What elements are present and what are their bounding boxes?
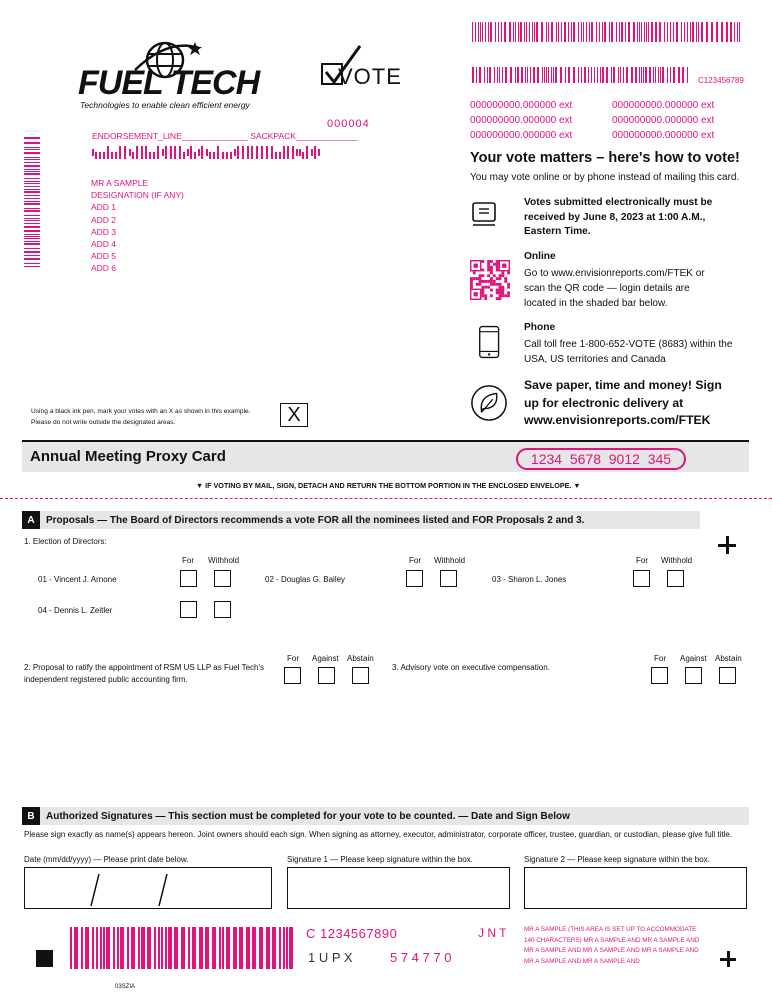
detach-note: ▼ IF VOTING BY MAIL, SIGN, DETACH AND RETURN THE BOTTOM PORTION IN THE ENCLOSED ENVELOPE. ▼: [196, 481, 581, 490]
card-title-bar: [22, 440, 749, 472]
address-line: DESIGNATION (IF ANY): [91, 190, 184, 201]
col-withhold: Withhold: [208, 556, 240, 565]
nominee-1-for-checkbox[interactable]: [180, 570, 197, 587]
vote-mark: [320, 44, 400, 88]
barcode-control: [472, 67, 690, 83]
deadline-text: Votes submitted electronically must be received by June 8, 2023 at 1:00 A.M., Eastern Time.: [524, 197, 713, 237]
online-text: Go to www.envisionreports.com/FTEK or scan the QR code — login details are located in the shaded bar below.: [524, 268, 705, 309]
address-line: ADD 4: [91, 239, 117, 250]
plus-mark: [718, 536, 736, 554]
nominee-1-withhold-checkbox[interactable]: [214, 570, 231, 587]
date-separators: [25, 868, 273, 910]
address-line: ADD 2: [91, 214, 117, 225]
nominee-2-withhold-checkbox[interactable]: [440, 570, 457, 587]
footer-code-2: 5 7 4 7 7 0: [390, 950, 452, 965]
col-for: For: [636, 556, 648, 565]
section-b-title: Authorized Signatures — This section must be completed for your vote to be counted. — Date and Sign Below: [46, 810, 570, 822]
address-block: [91, 177, 184, 275]
date-label: Date (mm/dd/yyyy) — Please print date below.: [24, 855, 189, 864]
vote-text: VOTE: [338, 64, 402, 89]
online-title: Online: [524, 251, 556, 262]
proposal-2-against-checkbox[interactable]: [318, 667, 335, 684]
nominee-4-for-checkbox[interactable]: [180, 601, 197, 618]
nominee-label: 04 - Dennis L. Zeitler: [38, 606, 113, 615]
example-mark-box: [280, 403, 308, 427]
address-line: ADD 1: [91, 202, 117, 213]
proposal-3-against-checkbox[interactable]: [685, 667, 702, 684]
signature-instructions: Please sign exactly as name(s) appears hereon. Joint owners should each sign. When signing as attorney, executor, administrator, corporate officer, trustee, guardian, or custodian, please give full title.: [24, 830, 733, 839]
plus-mark: [720, 951, 736, 967]
corner-mark: [36, 950, 53, 967]
col-abstain: Abstain: [347, 654, 374, 663]
endorsement-line: ENDORSEMENT_LINE______________ SACKPACK_____________: [92, 131, 358, 141]
barcode-top: [472, 22, 744, 42]
proposal-3-text: 3. Advisory vote on executive compensation.: [392, 663, 550, 672]
sig2-label: Signature 2 — Please keep signature within the box.: [524, 855, 710, 864]
monitor-icon: [470, 200, 498, 228]
proposal-2-abstain-checkbox[interactable]: [352, 667, 369, 684]
col-for: For: [409, 556, 421, 565]
sig1-label: Signature 1 — Please keep signature within the box.: [287, 855, 473, 864]
ext-codes: 000000000.000000 ext 000000000.000000 ext 000000000.000000 ext 000000000.000000 ext 000000000.000000 ext 000000000.000000 ext: [470, 100, 715, 141]
signature-1-field[interactable]: [287, 867, 510, 909]
col-withhold: Withhold: [661, 556, 693, 565]
nominee-2-for-checkbox[interactable]: [406, 570, 423, 587]
vote-instructions-subtitle: You may vote online or by phone instead of mailing this card.: [470, 172, 740, 183]
postal-barcode: [92, 146, 322, 159]
nominee-label: 01 - Vincent J. Arnone: [38, 575, 117, 584]
detach-line: [0, 498, 772, 499]
nominee-3-for-checkbox[interactable]: [633, 570, 650, 587]
nominee-4-withhold-checkbox[interactable]: [214, 601, 231, 618]
footer-barcode: [70, 927, 296, 969]
brand-tagline: Technologies to enable clean efficient energy: [80, 100, 250, 110]
col-against: Against: [312, 654, 339, 663]
phone-icon: [478, 322, 502, 362]
proposal-2-text: 2. Proposal to ratify the appointment of RSM US LLP as Fuel Tech's independent registered public accounting firm.: [24, 663, 265, 684]
control-number-top: C123456789: [698, 76, 744, 85]
leaf-icon: [470, 384, 508, 422]
qr-code-icon: [470, 260, 510, 300]
col-abstain: Abstain: [715, 654, 742, 663]
footer-jnt: J N T: [478, 926, 507, 940]
sequence-number: 000004: [327, 118, 370, 130]
signature-2-field[interactable]: [524, 867, 747, 909]
ink-note: Using a black ink pen, mark your votes with an X as shown in this example. Please do not write outside the designated areas.: [31, 408, 251, 426]
phone-text: Call toll free 1-800-652-VOTE (8683) within the USA, US territories and Canada: [524, 339, 733, 365]
nominee-label: 03 - Sharon L. Jones: [492, 575, 567, 584]
nominee-3-withhold-checkbox[interactable]: [667, 570, 684, 587]
proposal-2-for-checkbox[interactable]: [284, 667, 301, 684]
section-b-bar: [22, 807, 749, 825]
proposal-3-for-checkbox[interactable]: [651, 667, 668, 684]
phone-title: Phone: [524, 322, 556, 333]
electronic-delivery-text: Save paper, time and money! Sign up for electronic delivery at www.envisionreports.com/FTEK: [524, 378, 722, 427]
election-label: 1. Election of Directors:: [24, 537, 107, 546]
col-withhold: Withhold: [434, 556, 466, 565]
address-line: ADD 6: [91, 263, 117, 274]
col-against: Against: [680, 654, 707, 663]
col-for: For: [654, 654, 666, 663]
card-title: Annual Meeting Proxy Card: [30, 448, 226, 465]
example-x: X: [287, 404, 301, 426]
col-for: For: [287, 654, 299, 663]
footer-address-text: MR A SAMPLE (THIS AREA IS SET UP TO ACCOMMODATE 140 CHARACTERS) MR A SAMPLE AND MR A SAMPLE AND MR A SAMPLE AND MR A SAMPLE AND MR A SAMPLE AND MR A SAMPLE AND MR A SAMPLE AND: [524, 926, 700, 965]
section-a-bar: [22, 511, 700, 529]
section-a-title: Proposals — The Board of Directors recommends a vote FOR all the nominees listed and FOR Proposals 2 and 3.: [46, 514, 585, 526]
account-number: 1234 5678 9012 345: [516, 448, 686, 470]
proposal-3-abstain-checkbox[interactable]: [719, 667, 736, 684]
vote-instructions-title: Your vote matters – here's how to vote!: [470, 150, 740, 166]
side-barcode: [24, 137, 40, 269]
company-logo: [78, 40, 278, 112]
address-line: ADD 5: [91, 251, 117, 262]
footer-code-1: 1 U P X: [308, 950, 353, 965]
date-field[interactable]: [24, 867, 272, 909]
address-line: MR A SAMPLE: [91, 178, 149, 188]
nominee-label: 02 - Douglas G. Bailey: [265, 575, 346, 584]
section-letter: B: [22, 807, 40, 825]
address-line: ADD 3: [91, 226, 117, 237]
form-code: 03SZIA: [115, 984, 136, 990]
footer-control-number: C 1234567890: [306, 926, 398, 941]
section-letter: A: [22, 511, 40, 529]
col-for: For: [182, 556, 194, 565]
brand-wordmark: FUEL TECH: [78, 64, 260, 102]
